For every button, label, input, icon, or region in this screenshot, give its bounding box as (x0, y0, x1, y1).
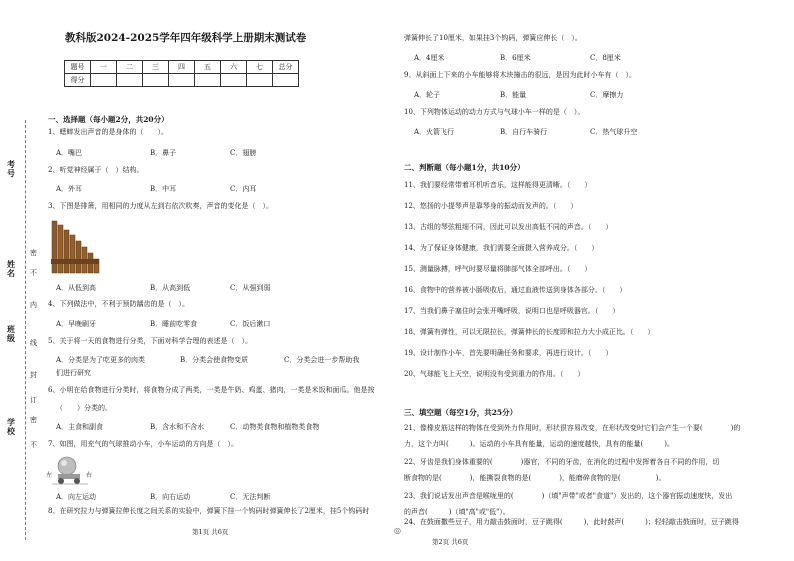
score-header-cell: 四 (169, 61, 195, 74)
option-c: C．8厘米 (590, 54, 621, 62)
binding-margin (0, 0, 40, 561)
option-c-continued: 们进行研究 (56, 369, 91, 377)
sidebar-label-class: 班级 (7, 324, 15, 343)
score-cell[interactable] (91, 74, 117, 87)
option-b: B．从高到低 (150, 284, 191, 292)
option-b: B．含水和不含水 (150, 423, 205, 431)
seal-letter: 封 (30, 371, 37, 379)
score-cell[interactable] (143, 74, 169, 87)
cut-line (25, 120, 26, 540)
score-table-score-row (65, 74, 299, 87)
sidebar-label-name: 姓名 (7, 259, 15, 278)
option-c: C．动物类食物和植物类食物 (230, 423, 320, 431)
score-cell[interactable] (273, 74, 299, 87)
question-stem: 6、小明在给食物进行分类时，将食物分成了两类，一类是牛奶、鸡蛋、猪肉，一类是米饭和面瓜。他是按 (48, 386, 375, 394)
judge-question: 11、我们要经常带着耳机听音乐，这样能得更清晰。（ ） (404, 181, 592, 189)
judge-question: 19、设计制作小车，首先要明确任务和要求，再进行设计。（ ） (404, 349, 613, 357)
option-a: A．早晚刷牙 (56, 320, 97, 328)
seal-letter: 密 (30, 249, 37, 257)
score-table-header-row (65, 61, 299, 74)
score-cell[interactable] (117, 74, 143, 87)
seal-letter: 不 (30, 269, 37, 277)
option-a: A．4厘米 (414, 54, 445, 62)
seal-letter: 密 (30, 416, 37, 424)
section-heading-fill: 三、填空题（每空1分，共25分） (404, 408, 518, 417)
question-stem: 4、下列做法中，不利于预防龋齿的是（ ）。 (48, 300, 189, 308)
option-b: B．6厘米 (500, 54, 531, 62)
score-cell[interactable] (221, 74, 247, 87)
option-b: B．睡前吃零食 (150, 320, 198, 328)
option-c: C．热气球升空 (590, 128, 638, 136)
fill-question: 24、在鼓面撒些豆子，用力敲击鼓面时，豆子跳得( )，此时鼓声( )；轻轻敲击鼓面时，豆子跳得 (404, 518, 739, 526)
judge-question: 12、悠扬的小提琴声是靠琴身的振动而发声的。（ ） (404, 202, 578, 210)
score-header-cell: 七 (247, 61, 273, 74)
judge-question: 20、气球能飞上天空，说明没有受到重力的作用。（ ） (404, 370, 585, 378)
option-b: B．自行车骑行 (500, 128, 548, 136)
judge-question: 18、弹簧有弹性，可以无限拉长，弹簧伸长的长度即和拉力大小成正比。（ ） (404, 328, 655, 336)
question-stem-continued: 弹簧伸长了10厘米，如果挂3个钩码，弹簧应伸长（ ）。 (404, 34, 582, 42)
option-b: B．鼻子 (150, 149, 177, 157)
fill-question-continued: 力，这个力叫( )。运动的小车具有能量，运动的速度越快，具有的能量( )。 (404, 440, 674, 448)
page-title: 教科版2024-2025学年四年级科学上册期末测试卷 (65, 32, 307, 44)
question-stem: 9、从斜面上下来的小车能够将木块撞击的很远，是因为此时小车有（ ）。 (404, 71, 636, 79)
score-table (64, 60, 299, 87)
option-c: C．从强到弱 (230, 284, 271, 292)
score-cell[interactable] (169, 74, 195, 87)
score-header-cell: 题号 (65, 61, 91, 74)
sidebar-label-exam-number: 考号 (7, 159, 15, 178)
option-c: C．内耳 (230, 185, 257, 193)
option-c: C．无法判断 (230, 493, 271, 501)
page-number-right: 第2页 共6页 (432, 538, 469, 546)
fill-question: 23、我们说话发出声音是喉咙里的( )（填"声带"或者"食道"）发出的，这个器官振动速度快，发出 (404, 492, 733, 500)
option-a: A．从低到高 (56, 284, 97, 292)
question-stem: 5、关于将一天的食物进行分类，下面对科学合理的表述是（ ）。 (48, 337, 252, 345)
question-stem: 2、听觉神经属于（ ）结构。 (48, 166, 144, 174)
section-heading-judge: 二、判断题（每小题1分，共10分） (404, 163, 525, 172)
score-cell[interactable] (195, 74, 221, 87)
fill-question-continued: 的声音( )（填"高"或"低"）。 (404, 508, 510, 516)
judge-question: 13、古组的琴弦粗细不同，因此可以发出高低不同的声音。（ ） (404, 223, 613, 231)
option-b: B．分类会使食物变质 (180, 356, 249, 364)
balloon-car-image (50, 456, 93, 486)
option-a: A．分类是为了吃更多的肉类 (56, 356, 146, 364)
sidebar-label-school: 学校 (7, 417, 15, 436)
option-c: C．饭后漱口 (230, 320, 271, 328)
seal-letter: 内 (30, 301, 37, 309)
direction-left-label: 左 (46, 472, 53, 479)
center-ring-icon: ◎ (394, 526, 401, 535)
judge-question: 16、食物中的营养被小肠吸收后，通过血液传送到身体各部分。（ ） (404, 286, 627, 294)
score-header-cell: 一 (91, 61, 117, 74)
option-b: B．向右运动 (150, 493, 191, 501)
judge-question: 14、为了保证身体健康，我们需要全面摄入营养成分。（ ） (404, 244, 599, 252)
seal-letter: 线 (30, 339, 37, 347)
option-c: C．翅膀 (230, 149, 257, 157)
option-a: A．火箭飞行 (414, 128, 455, 136)
question-stem: 1、蟋蟀发出声音的是身体的（ ）。 (48, 128, 168, 136)
option-c: C．摩擦力 (590, 91, 624, 99)
fill-question-continued: 断食物的是( )，能撕裂食物的是( )，能磨碎食物的是( )。 (404, 474, 666, 482)
fill-question: 22、牙齿是我们身体重要的( )器官，不同的牙齿，在消化的过程中发挥着各自不同的作用，切 (404, 458, 720, 466)
option-a: A．向左运动 (56, 493, 97, 501)
option-a: A．外耳 (56, 185, 83, 193)
judge-question: 15、测量脉搏，呼气时要尽量将肺部气体全部呼出。（ ） (404, 265, 592, 273)
section-heading-choice: 一、选择题（每小题2分，共20分） (48, 115, 169, 124)
direction-right-label: 右 (86, 472, 93, 479)
question-stem: 8、在研究拉力与弹簧拉伸长度之间关系的实验中，弹簧下挂一个钩码时弹簧伸长了2厘米，挂5个钩码时 (48, 507, 370, 515)
option-c: C．分类会进一步帮助我 (284, 356, 360, 364)
option-b: B．能量 (500, 91, 527, 99)
seal-letter: 不 (30, 441, 37, 449)
question-stem: 3、下图是排箫，用相同的力度从左到右依次吹奏，声音的变化是（ ）。 (48, 202, 273, 210)
score-header-cell: 二 (117, 61, 143, 74)
page-number-left: 第1页 共6页 (192, 528, 229, 536)
question-stem: 7、如图，用充气的气球推动小车，小车运动的方向是（ ）。 (48, 440, 238, 448)
score-header-cell: 五 (195, 61, 221, 74)
score-header-cell: 三 (143, 61, 169, 74)
score-header-cell: 总分 (273, 61, 299, 74)
score-header-cell: 六 (221, 61, 247, 74)
option-a: A．嘴巴 (56, 149, 83, 157)
seal-letter: 订 (30, 396, 37, 404)
score-cell[interactable] (247, 74, 273, 87)
fill-question: 21、像橡皮筋这样的物体在受到外力作用时，形状很容易改变，在形状改变时它们会产生一个要( )的 (404, 424, 741, 432)
option-b: B．中耳 (150, 185, 177, 193)
question-stem: 10、下列物体运动的动力方式与气球小车一样的是（ ）。 (404, 108, 585, 116)
panpipe-image (50, 219, 100, 275)
judge-question: 17、当我们鼻子塞住时会张开嘴呼吸，说明口也是呼吸器官。（ ） (404, 307, 620, 315)
question-stem-continued: （ ）分类的。 (56, 404, 112, 412)
option-a: A．轮子 (414, 91, 441, 99)
score-row-label: 得分 (65, 74, 91, 87)
option-a: A．主食和副食 (56, 423, 104, 431)
